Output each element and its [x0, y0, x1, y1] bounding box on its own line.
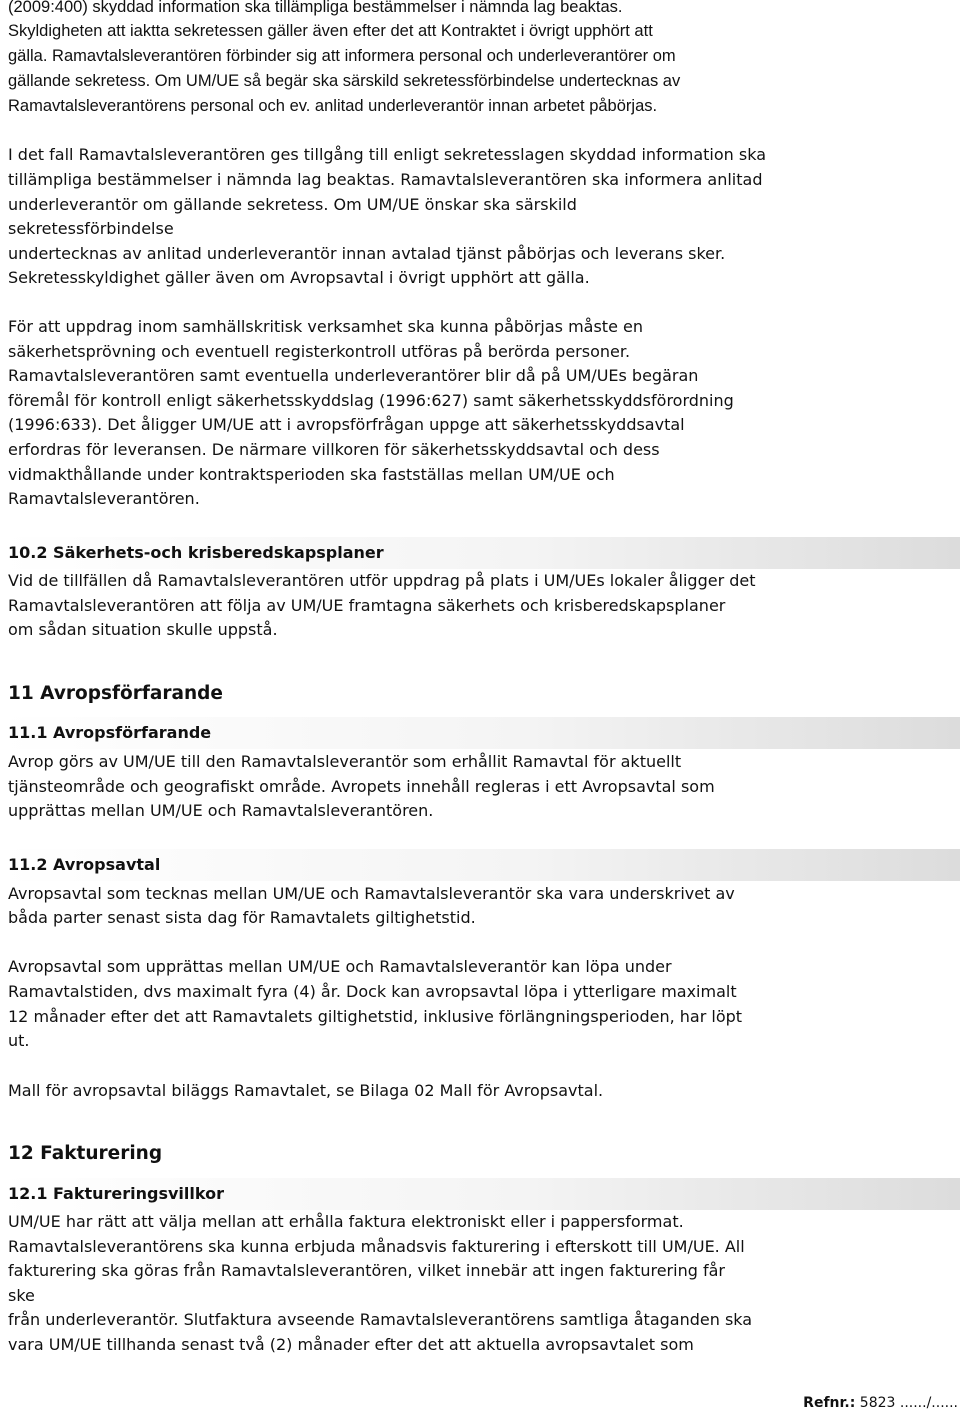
body-text-line: gälla. Ramavtalsleverantören förbinder sig att informera personal och underleverantörer om: [8, 47, 676, 65]
body-text-line: erfordras för leveransen. De närmare villkoren för säkerhetsskyddsavtal och dess: [8, 440, 660, 459]
body-text-line: vidmakthållande under kontraktsperioden ska fastställas mellan UM/UE och: [8, 465, 615, 484]
body-text-line: För att uppdrag inom samhällskritisk verksamhet ska kunna påbörjas måste en: [8, 317, 643, 336]
body-text-line: från underleverantör. Slutfaktura avseende Ramavtalsleverantörens samtliga åtaganden ska: [8, 1310, 753, 1329]
body-text-line: båda parter senast sista dag för Ramavtalets giltighetstid.: [8, 908, 476, 927]
body-text-line: 12 månader efter det att Ramavtalets giltighetstid, inklusive förlängningsperioden, har löpt: [8, 1007, 743, 1026]
body-text-line: ske: [8, 1286, 35, 1305]
body-text-line: Ramavtalsleverantören samt eventuella underleverantörer blir då på UM/UEs begäran: [8, 366, 699, 385]
body-text-line: undertecknas av anlitad underleverantör innan avtalad tjänst påbörjas och leverans sker.: [8, 244, 726, 263]
body-text-line: Ramavtalstiden, dvs maximalt fyra (4) år. Dock kan avropsavtal löpa i ytterligare maximalt: [8, 982, 737, 1001]
section-heading-12-1: 12.1 Faktureringsvillkor: [8, 1184, 224, 1203]
body-text-line: om sådan situation skulle uppstå.: [8, 620, 278, 639]
body-text-line: säkerhetsprövning och eventuell registerkontroll utföras på berörda personer.: [8, 342, 631, 361]
body-text-line: UM/UE har rätt att välja mellan att erhålla faktura elektroniskt eller i pappersformat.: [8, 1212, 684, 1231]
body-text-line: ut.: [8, 1031, 30, 1050]
body-text-line: Vid de tillfällen då Ramavtalsleverantören utför uppdrag på plats i UM/UEs lokaler åligger det: [8, 571, 756, 590]
body-text-line: Mall för avropsavtal biläggs Ramavtalet, se Bilaga 02 Mall för Avropsavtal.: [8, 1081, 604, 1100]
body-text-line: Ramavtalsleverantören.: [8, 489, 200, 508]
body-text-line: fakturering ska göras från Ramavtalsleverantören, vilket innebär att ingen fakturering får: [8, 1261, 725, 1280]
body-text-line: sekretessförbindelse: [8, 219, 174, 238]
reference-label: Refnr.:: [803, 1395, 856, 1411]
body-text-line: Avrop görs av UM/UE till den Ramavtalsleverantör som erhållit Ramavtal för aktuellt: [8, 752, 682, 771]
body-text-line: (1996:633). Det åligger UM/UE att i avropsförfrågan uppge att säkerhetsskyddsavtal: [8, 415, 685, 434]
section-heading-11-1: 11.1 Avropsförfarande: [8, 723, 212, 742]
body-text-line: vara UM/UE tillhanda senast två (2) månader efter det att aktuella avropsavtalet som: [8, 1335, 694, 1354]
body-text-line: föremål för kontroll enligt säkerhetsskyddslag (1996:627) samt säkerhetsskyddsförordning: [8, 391, 734, 410]
reference-number: [803, 1394, 958, 1412]
body-text-line: Sekretesskyldighet gäller även om Avropsavtal i övrigt upphört att gälla.: [8, 268, 590, 287]
section-heading-10-2: 10.2 Säkerhets-och krisberedskapsplaner: [8, 543, 384, 562]
section-heading-11-2: 11.2 Avropsavtal: [8, 855, 161, 874]
body-text-line: (2009:400) skyddad information ska tillämpliga bestämmelser i nämnda lag beaktas.: [8, 0, 623, 16]
body-text-line: gällande sekretess. Om UM/UE så begär ska särskild sekretessförbindelse undertecknas av: [8, 72, 681, 90]
body-text-line: Ramavtalsleverantören att följa av UM/UE framtagna säkerhets och krisberedskapsplaner: [8, 596, 726, 615]
body-text-line: Skyldigheten att iaktta sekretessen gäller även efter det att Kontraktet i övrigt upphört att: [8, 22, 653, 40]
body-text-line: underleverantör om gällande sekretess. Om UM/UE önskar ska särskild: [8, 195, 577, 214]
section-heading-11: 11 Avropsförfarande: [8, 683, 223, 704]
body-text-line: tjänsteområde och geografiskt område. Avropets innehåll regleras i ett Avropsavtal som: [8, 777, 715, 796]
body-text-line: I det fall Ramavtalsleverantören ges tillgång till enligt sekretesslagen skyddad information ska: [8, 145, 767, 164]
body-text-line: Ramavtalsleverantörens personal och ev. anlitad underleverantör innan arbetet påbörjas.: [8, 97, 658, 115]
body-text-line: Avropsavtal som upprättas mellan UM/UE och Ramavtalsleverantör kan löpa under: [8, 957, 672, 976]
body-text-line: upprättas mellan UM/UE och Ramavtalsleverantören.: [8, 801, 434, 820]
reference-value: 5823 ....../......: [859, 1395, 958, 1411]
body-text-line: tillämpliga bestämmelser i nämnda lag beaktas. Ramavtalsleverantören ska informera anlitad: [8, 170, 763, 189]
section-heading-12: 12 Fakturering: [8, 1143, 163, 1164]
body-text-line: Ramavtalsleverantörens ska kunna erbjuda månadsvis fakturering i efterskott till UM/UE. All: [8, 1237, 745, 1256]
body-text-line: Avropsavtal som tecknas mellan UM/UE och Ramavtalsleverantör ska vara underskrivet av: [8, 884, 735, 903]
